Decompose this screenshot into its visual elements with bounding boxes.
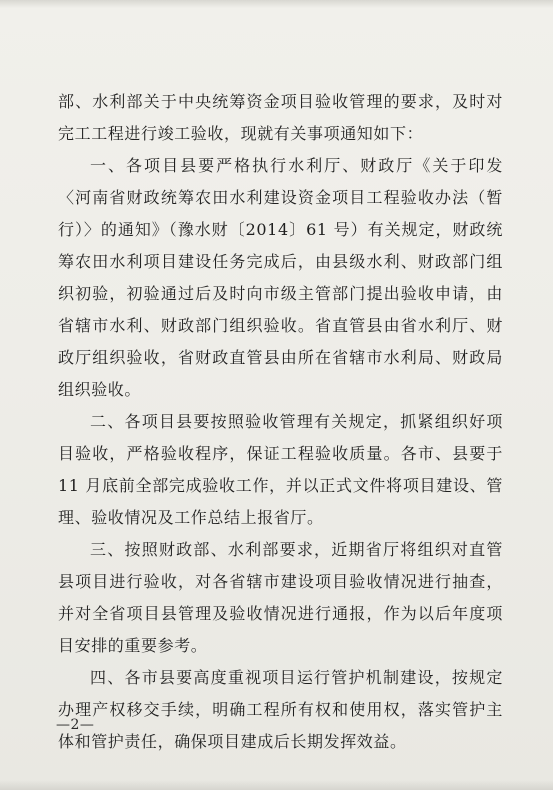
- document-body: [58, 86, 503, 758]
- paragraph-intro-continuation: 部、水利部关于中央统筹资金项目验收管理的要求，及时对完工工程进行竣工验收，现就有关事项通知如下：: [58, 92, 503, 143]
- paragraph-item-1: 一、各项目县要严格执行水利厅、财政厅《关于印发〈河南省财政统筹农田水利建设资金项目工程验收办法（暂行）〉的通知》（豫水财〔2014〕61 号）有关规定，财政统筹农田水利项目建设任务完成后，由县级水利、财政部门组织初验，初验通过后及时向市级主管部门提出验收申请，由省辖市水利、财政部门组织验收。省直管县由省水利厅、财政厅组织验收，省财政直管县由所在省辖市水利局、财政局组织验收。: [58, 156, 503, 399]
- paragraph-item-4: 四、各市县要高度重视项目运行管护机制建设，按规定办理产权移交手续，明确工程所有权和使用权，落实管护主体和管护责任，确保项目建成后长期发挥效益。: [58, 668, 503, 751]
- paragraph-item-3: 三、按照财政部、水利部要求，近期省厅将组织对直管县项目进行验收，对各省辖市建设项目验收情况进行抽查，并对全省项目县管理及验收情况进行通报，作为以后年度项目安排的重要参考。: [58, 540, 503, 655]
- page-number: —2—: [56, 717, 95, 733]
- scan-edge-top: [0, 0, 553, 8]
- scan-edge-bottom: [0, 780, 553, 790]
- paragraph-item-2: 二、各项目县要按照验收管理有关规定，抓紧组织好项目验收，严格验收程序，保证工程验收质量。各市、县要于 11 月底前全部完成验收工作，并以正式文件将项目建设、管理、验收情况及工作总结上报省厅。: [58, 412, 503, 527]
